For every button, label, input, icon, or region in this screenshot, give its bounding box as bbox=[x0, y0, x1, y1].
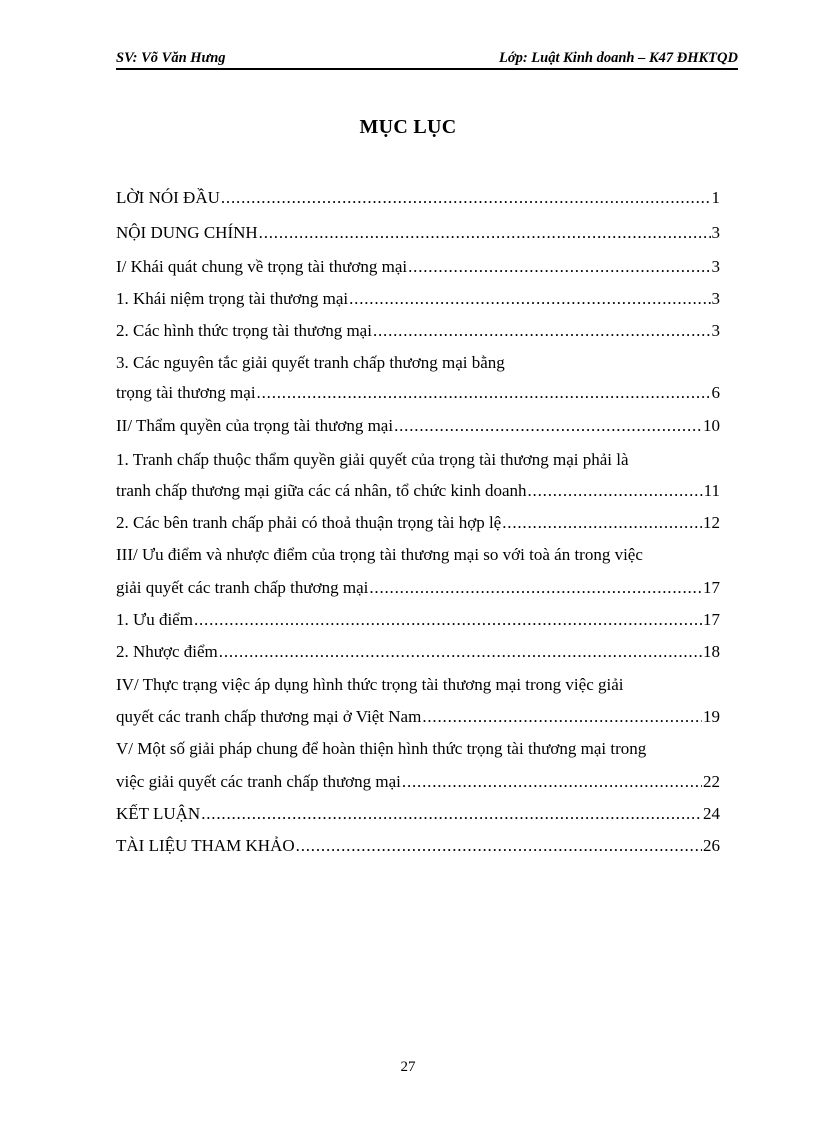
toc-entry-text: 2. Các hình thức trọng tài thương mại bbox=[116, 321, 372, 340]
toc-entry-page: 6 bbox=[711, 383, 720, 402]
toc-leader bbox=[502, 511, 702, 535]
toc-entry bbox=[116, 319, 720, 343]
toc-entry-text: 1. Khái niệm trọng tài thương mại bbox=[116, 289, 349, 308]
toc-entry-page: 3 bbox=[711, 289, 720, 308]
toc-entry-page: 24 bbox=[703, 804, 720, 823]
toc-entry-page: 18 bbox=[703, 642, 720, 661]
toc-leader bbox=[528, 479, 703, 503]
toc-entry-page: 3 bbox=[711, 257, 720, 276]
toc-entry bbox=[116, 705, 720, 729]
toc-entry-page: 17 bbox=[703, 610, 720, 629]
toc-entry-text: IV/ Thực trạng việc áp dụng hình thức trọng tài thương mại trong việc giải bbox=[116, 675, 624, 694]
toc-leader bbox=[373, 319, 711, 343]
toc-entry bbox=[116, 543, 720, 567]
toc-leader bbox=[394, 414, 702, 438]
toc-entry-text: TÀI LIỆU THAM KHẢO bbox=[116, 836, 295, 855]
toc-entry bbox=[116, 511, 720, 535]
toc-entry-text: KẾT LUẬN bbox=[116, 804, 201, 823]
toc-entry-text: 1. Tranh chấp thuộc thẩm quyền giải quyết của trọng tài thương mại phải là bbox=[116, 450, 629, 469]
toc-leader bbox=[221, 186, 711, 210]
toc-entry bbox=[116, 576, 720, 600]
toc-entry bbox=[116, 673, 720, 697]
toc-entry-text: 3. Các nguyên tắc giải quyết tranh chấp thương mại bằng bbox=[116, 353, 505, 372]
toc-entry-page: 17 bbox=[703, 578, 720, 597]
toc-entry-page: 10 bbox=[703, 416, 720, 435]
toc-entry bbox=[116, 221, 720, 245]
toc-entry-text: 1. Ưu điểm bbox=[116, 610, 193, 629]
header-class-info: Lớp: Luật Kinh doanh – K47 ĐHKTQD bbox=[498, 50, 738, 66]
toc-leader bbox=[422, 705, 702, 729]
toc-entry bbox=[116, 834, 720, 858]
toc-entry-page: 3 bbox=[711, 321, 720, 340]
toc-entry-page: 12 bbox=[703, 513, 720, 532]
toc-entry-text: I/ Khái quát chung về trọng tài thương mại bbox=[116, 257, 408, 276]
toc-entry-page: 3 bbox=[711, 223, 720, 242]
toc-entry-text: 2. Nhược điểm bbox=[116, 642, 218, 661]
toc-entry bbox=[116, 287, 720, 311]
toc-leader bbox=[259, 221, 711, 245]
page-number: 27 bbox=[400, 1059, 416, 1075]
toc-entry bbox=[116, 351, 720, 375]
toc-entry bbox=[116, 186, 720, 210]
toc-entry-text: giải quyết các tranh chấp thương mại bbox=[116, 578, 369, 597]
toc-entry-text: NỘI DUNG CHÍNH bbox=[116, 223, 258, 242]
toc-entry-page: 1 bbox=[711, 188, 720, 207]
toc-leader bbox=[349, 287, 710, 311]
toc-entry-text: việc giải quyết các tranh chấp thương mại bbox=[116, 772, 401, 791]
toc-entry bbox=[116, 802, 720, 826]
toc-entry-text: quyết các tranh chấp thương mại ở Việt Nam bbox=[116, 707, 422, 726]
toc-entry-page: 22 bbox=[703, 772, 720, 791]
toc-entry-text: tranh chấp thương mại giữa các cá nhân, tổ chức kinh doanh bbox=[116, 481, 527, 500]
toc-entry-text: 2. Các bên tranh chấp phải có thoả thuận trọng tài hợp lệ bbox=[116, 513, 502, 532]
toc-entry bbox=[116, 479, 720, 503]
toc-entry-page: 11 bbox=[703, 481, 720, 500]
toc-leader bbox=[402, 770, 702, 794]
page-title: MỤC LỤC bbox=[359, 116, 457, 138]
toc-entry bbox=[116, 640, 720, 664]
toc-entry bbox=[116, 381, 720, 405]
toc-entry-text: trọng tài thương mại bbox=[116, 383, 256, 402]
toc-entry bbox=[116, 737, 720, 761]
toc-entry-text: LỜI NÓI ĐẦU bbox=[116, 188, 220, 207]
toc-entry bbox=[116, 448, 720, 472]
toc-entry-text: II/ Thẩm quyền của trọng tài thương mại bbox=[116, 416, 394, 435]
toc-leader bbox=[194, 608, 702, 632]
toc-leader bbox=[201, 802, 702, 826]
header-student-name: SV: Võ Văn Hưng bbox=[116, 50, 226, 66]
toc-entry bbox=[116, 414, 720, 438]
toc-entry bbox=[116, 608, 720, 632]
toc-leader bbox=[257, 381, 711, 405]
toc-entry-page: 26 bbox=[703, 836, 720, 855]
toc-leader bbox=[408, 255, 710, 279]
toc-leader bbox=[219, 640, 702, 664]
toc-entry-text: V/ Một số giải pháp chung để hoàn thiện hình thức trọng tài thương mại trong bbox=[116, 739, 647, 758]
toc-leader bbox=[369, 576, 702, 600]
toc-entry bbox=[116, 770, 720, 794]
toc-entry-page: 19 bbox=[703, 707, 720, 726]
running-header bbox=[116, 50, 738, 70]
toc-entry-text: III/ Ưu điểm và nhược điểm của trọng tài thương mại so với toà án trong việc bbox=[116, 545, 643, 564]
toc-leader bbox=[296, 834, 702, 858]
toc-entry bbox=[116, 255, 720, 279]
